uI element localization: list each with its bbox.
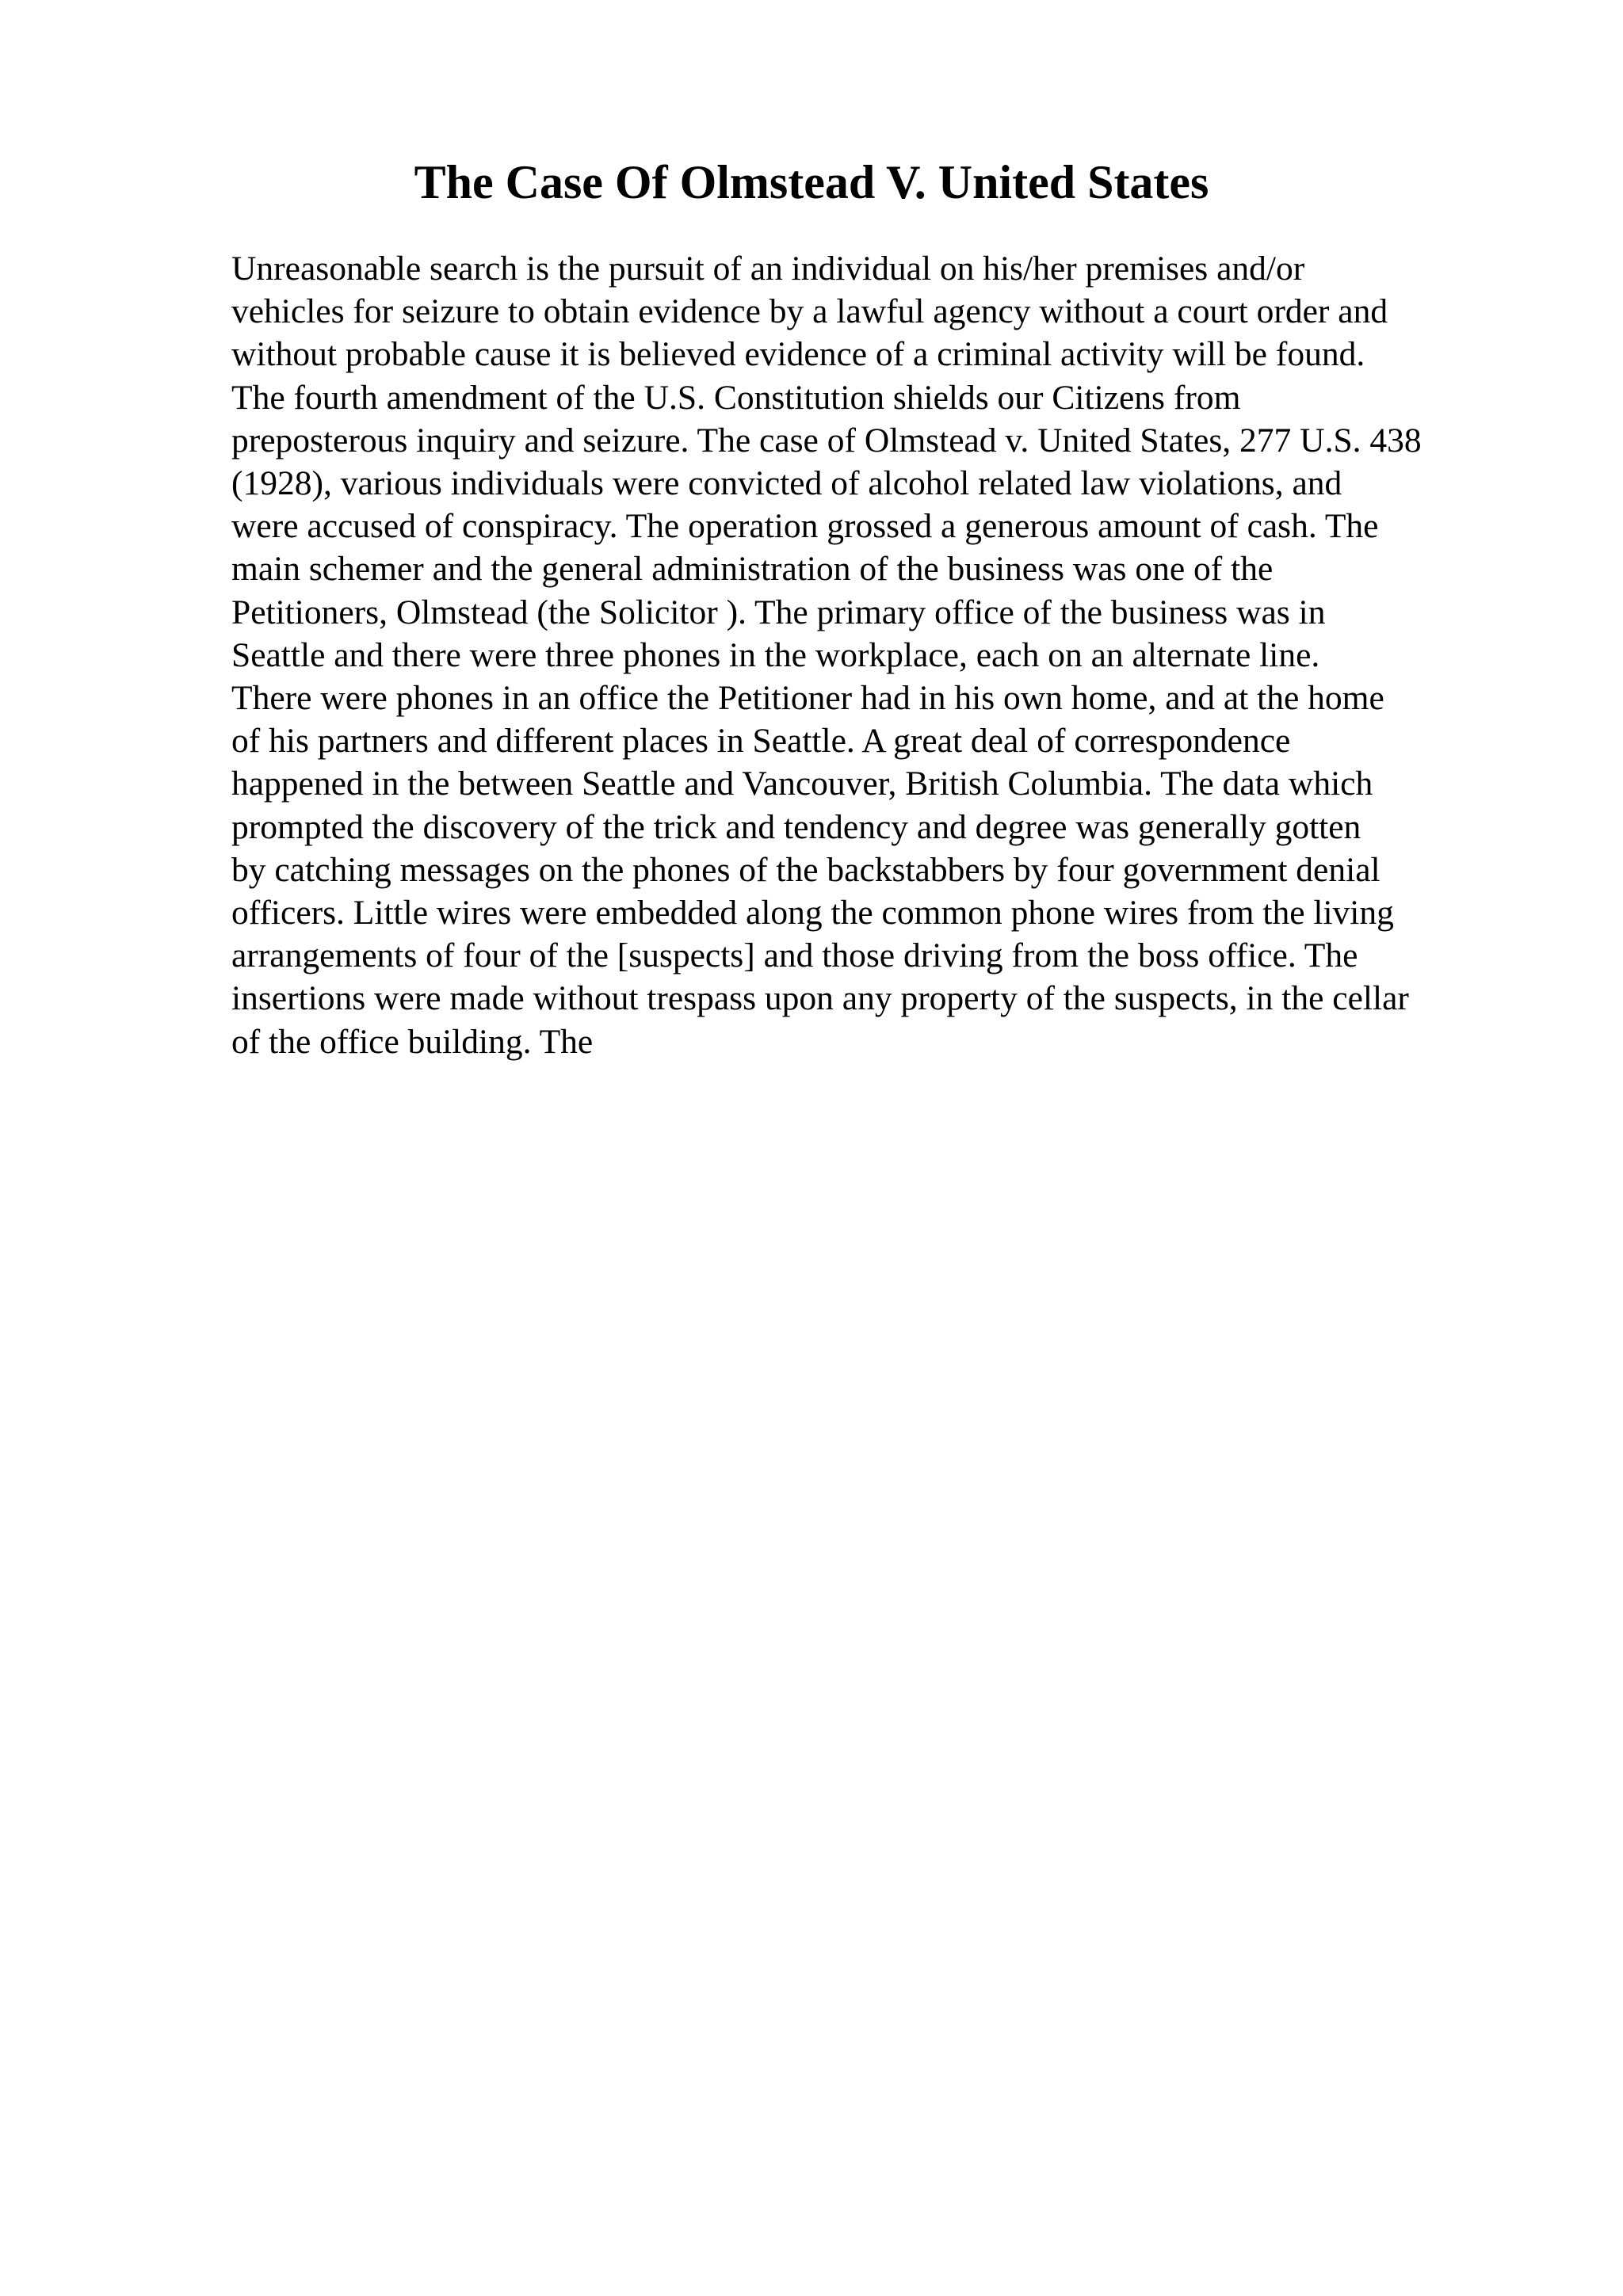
body-line: Seattle and there were three phones in the workplace, each on an alternate line. bbox=[231, 635, 1320, 674]
body-line: were accused of conspiracy. The operation grossed a generous amount of cash. The bbox=[231, 507, 1379, 546]
body-line: officers. Little wires were embedded along the common phone wires from the living bbox=[231, 894, 1394, 933]
body-line: by catching messages on the phones of the backstabbers by four government denial bbox=[231, 850, 1381, 889]
body-line: vehicles for seizure to obtain evidence by a lawful agency without a court order and bbox=[231, 292, 1388, 331]
body-paragraph bbox=[231, 247, 1515, 1063]
body-line: Unreasonable search is the pursuit of an individual on his/her premises and/or bbox=[231, 250, 1305, 288]
page-title: The Case Of Olmstead V. United States bbox=[414, 156, 1209, 208]
body-line: of his partners and different places in Seattle. A great deal of correspondence bbox=[231, 722, 1291, 761]
body-line: happened in the between Seattle and Vancouver, British Columbia. The data which bbox=[231, 765, 1373, 803]
body-line: arrangements of four of the [suspects] and those driving from the boss office. The bbox=[231, 936, 1358, 975]
body-line: The fourth amendment of the U.S. Constitution shields our Citizens from bbox=[231, 378, 1241, 417]
body-line: (1928), various individuals were convicted of alcohol related law violations, and bbox=[231, 464, 1342, 503]
body-line: There were phones in an office the Petitioner had in his own home, and at the home bbox=[231, 679, 1384, 718]
body-line: insertions were made without trespass upon any property of the suspects, in the cellar bbox=[231, 979, 1409, 1018]
body-line: Petitioners, Olmstead (the Solicitor ). The primary office of the business was in bbox=[231, 593, 1326, 631]
body-line: without probable cause it is believed evidence of a criminal activity will be found. bbox=[231, 335, 1365, 374]
body-line: preposterous inquiry and seizure. The case of Olmstead v. United States, 277 U.S. 438 bbox=[231, 421, 1422, 460]
body-line: prompted the discovery of the trick and tendency and degree was generally gotten bbox=[231, 807, 1361, 846]
body-line: main schemer and the general administration of the business was one of the bbox=[231, 550, 1274, 589]
body-line: of the office building. The bbox=[231, 1022, 594, 1061]
